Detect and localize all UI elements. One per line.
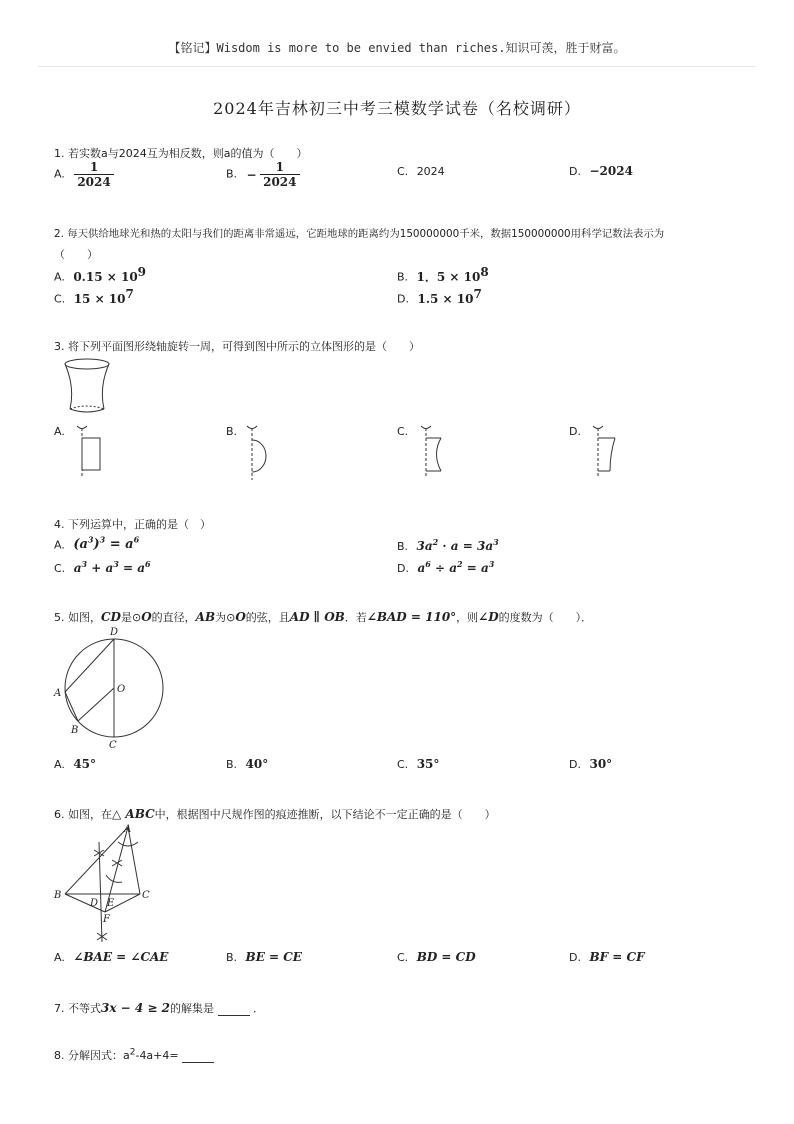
q5-stem-end: 的度数为（ ）．	[498, 611, 593, 624]
q8-stem-rest: -4a+4=	[135, 1049, 179, 1062]
q1-d-label: D.	[569, 165, 581, 178]
q3-d-label[interactable]: D.	[569, 425, 581, 438]
q5-stem-cd: CD	[101, 610, 121, 624]
q2-a-label: A.	[54, 270, 65, 284]
q1-a-den: 2024	[74, 174, 113, 189]
q8-answer-blank[interactable]	[182, 1052, 214, 1063]
q6-stem-prefix: 6. 如图，在	[54, 808, 112, 821]
q1-option-c[interactable]	[397, 165, 445, 178]
q3-solid-figure	[60, 357, 116, 417]
q5-stem-parallel: AD ∥ OB	[289, 610, 345, 624]
q6-option-b[interactable]	[226, 950, 302, 964]
q7-stem	[54, 1000, 264, 1016]
q1-b-label: B.	[226, 167, 238, 181]
q8-stem-prefix: 8. 分解因式：a	[54, 1049, 130, 1062]
q4-c-label: C.	[54, 562, 66, 575]
q8-stem-exp: 2	[129, 1047, 136, 1058]
q6-a-value: ∠BAE = ∠CAE	[73, 950, 169, 964]
q2-option-c[interactable]	[54, 287, 134, 306]
q6-label-b: B	[54, 890, 62, 901]
q5-d-label: D.	[569, 758, 581, 771]
q8-stem	[54, 1047, 214, 1063]
q4-b-label: B.	[397, 540, 409, 553]
q1-option-a[interactable]	[54, 160, 114, 189]
q4-d-expr: $a^6 \div a^2 = a^3$	[417, 559, 495, 575]
q5-c-value: 35°	[416, 757, 440, 771]
q2-b-label: B.	[397, 270, 409, 284]
q1-b-fraction	[260, 160, 299, 189]
q3-option-d-figure	[588, 422, 624, 482]
q5-label-b: B	[71, 725, 79, 736]
motto-banner: 【铭记】Wisdom is more to be envied than riches.知识可羡，胜于财富。	[168, 41, 626, 55]
q4-option-c[interactable]	[54, 559, 151, 575]
q3-option-c-figure	[416, 422, 452, 482]
q2-c-label: C.	[54, 292, 66, 306]
q5-stem-mid3: 为⊙	[215, 611, 236, 624]
q6-label-f: F	[103, 914, 110, 925]
q6-label-c: C	[142, 890, 150, 901]
q1-a-label: A.	[54, 167, 65, 181]
q6-label-e: E	[107, 898, 115, 909]
q1-b-num: 1	[275, 160, 284, 174]
q4-option-d[interactable]	[397, 559, 494, 575]
q6-stem-triangle: △ ABC	[112, 807, 155, 821]
q7-answer-blank[interactable]	[218, 1005, 250, 1016]
q2-c-base: 15 × 10	[73, 291, 126, 306]
q5-label-o: O	[117, 684, 126, 695]
q5-stem-mid5: ．若	[344, 611, 367, 624]
q2-d-base: 1.5 × 10	[417, 291, 474, 306]
q5-stem-prefix: 5. 如图，	[54, 611, 101, 624]
q6-option-c[interactable]	[397, 950, 476, 964]
q2-a-exp: 9	[137, 265, 147, 279]
q7-stem-end: 的解集是	[170, 1002, 215, 1015]
q5-b-value: 40°	[245, 757, 269, 771]
q6-option-a[interactable]	[54, 950, 168, 964]
q1-a-fraction	[74, 160, 113, 189]
q6-c-value: BD = CD	[416, 950, 476, 964]
q5-option-b[interactable]	[226, 757, 268, 771]
q6-b-value: BE = CE	[245, 950, 302, 964]
q5-stem-mid1: 是⊙	[120, 611, 142, 624]
q6-b-label: B.	[226, 951, 238, 964]
q1-option-b[interactable]	[226, 160, 300, 189]
q5-label-d: D	[110, 627, 119, 638]
q7-stem-expr: 3x − 4 ≥ 2	[101, 1001, 171, 1015]
q5-a-value: 45°	[73, 757, 97, 771]
q4-a-label: A.	[54, 538, 65, 552]
q5-option-a[interactable]	[54, 757, 96, 771]
q5-label-c: C	[109, 740, 117, 751]
q5-stem-angle: ∠BAD = 110°	[366, 610, 457, 624]
q1-stem: 1. 若实数a与2024互为相反数，则a的值为（ ）	[54, 147, 308, 160]
q4-stem: 4. 下列运算中，正确的是（ ）	[54, 518, 211, 531]
q3-a-label[interactable]: A.	[54, 425, 65, 438]
q5-circle-figure	[52, 622, 172, 752]
q6-c-label: C.	[397, 951, 409, 964]
q5-d-value: 30°	[589, 757, 613, 771]
q5-a-label: A.	[54, 758, 65, 771]
q2-option-d[interactable]	[397, 287, 482, 306]
q7-stem-tail: ．	[253, 1002, 265, 1015]
q2-stem-line1: 2. 每天供给地球光和热的太阳与我们的距离非常遥远，它距地球的距离约为150000000千米，数据150000000用科学记数法表示为	[54, 228, 665, 240]
q2-c-exp: 7	[125, 287, 134, 301]
q1-option-d[interactable]	[569, 164, 633, 178]
q5-stem-ab: AB	[195, 610, 216, 624]
q1-c-label: C.	[397, 165, 409, 178]
q5-stem-mid2: 的直径，	[151, 611, 196, 624]
q2-option-b[interactable]	[397, 265, 489, 285]
q2-b-exp: 8	[480, 265, 489, 279]
q6-d-label: D.	[569, 951, 581, 964]
q5-b-label: B.	[226, 758, 238, 771]
q6-label-a: A	[124, 824, 132, 835]
q5-stem-mid4: 的弦，且	[245, 611, 290, 624]
q4-b-expr: $3a^2 \cdot a = 3a^3$	[416, 537, 499, 553]
q5-stem-o1: O	[141, 610, 152, 624]
q5-label-a: A	[54, 688, 62, 699]
q2-b-base: 1．5 × 10	[416, 269, 481, 284]
q4-d-label: D.	[397, 562, 409, 575]
q4-option-b[interactable]	[397, 537, 499, 553]
q1-b-sign: −	[246, 167, 257, 182]
q1-a-num: 1	[89, 160, 99, 174]
q3-option-a-figure	[72, 422, 108, 482]
q5-stem-mid6: ，则	[456, 611, 479, 624]
q1-b-den: 2024	[260, 174, 299, 189]
q3-stem: 3. 将下列平面图形绕轴旋转一周，可得到图中所示的立体图形的是（ ）	[54, 340, 420, 353]
q5-stem-d: ∠D	[478, 610, 499, 624]
q5-option-d[interactable]	[569, 757, 612, 771]
q4-a-expr: $(a^3)^3 = a^6$	[73, 535, 140, 553]
q2-stem-line2: （ ）	[54, 248, 98, 261]
q6-stem-end: 中，根据图中尺规作图的痕迹推断，以下结论不一定正确的是（ ）	[154, 808, 496, 821]
q2-d-label: D.	[397, 292, 409, 306]
q5-stem-o2: O	[235, 610, 246, 624]
q5-c-label: C.	[397, 758, 409, 771]
q6-label-d: D	[90, 898, 99, 909]
q1-d-value: −2024	[589, 164, 633, 178]
q1-c-value: 2024	[416, 165, 445, 178]
q5-option-c[interactable]	[397, 757, 439, 771]
q6-option-d[interactable]	[569, 950, 645, 964]
page-title: 2024年吉林初三中考三模数学试卷（名校调研）	[213, 99, 581, 118]
q2-d-exp: 7	[473, 287, 482, 301]
q3-b-label[interactable]: B.	[226, 425, 238, 438]
q6-construction-figure	[52, 820, 162, 948]
q2-a-base: 0.15 × 10	[73, 269, 138, 284]
q7-stem-prefix: 7. 不等式	[54, 1002, 101, 1015]
q6-a-label: A.	[54, 951, 65, 964]
q6-d-value: BF = CF	[589, 950, 645, 964]
q4-c-expr: $a^3 + a^3 = a^6$	[73, 559, 151, 575]
q3-option-b-figure	[244, 422, 280, 482]
q2-option-a[interactable]	[54, 265, 146, 284]
q3-c-label[interactable]: C.	[397, 425, 409, 438]
q4-option-a[interactable]	[54, 535, 139, 552]
header-divider	[38, 66, 756, 67]
